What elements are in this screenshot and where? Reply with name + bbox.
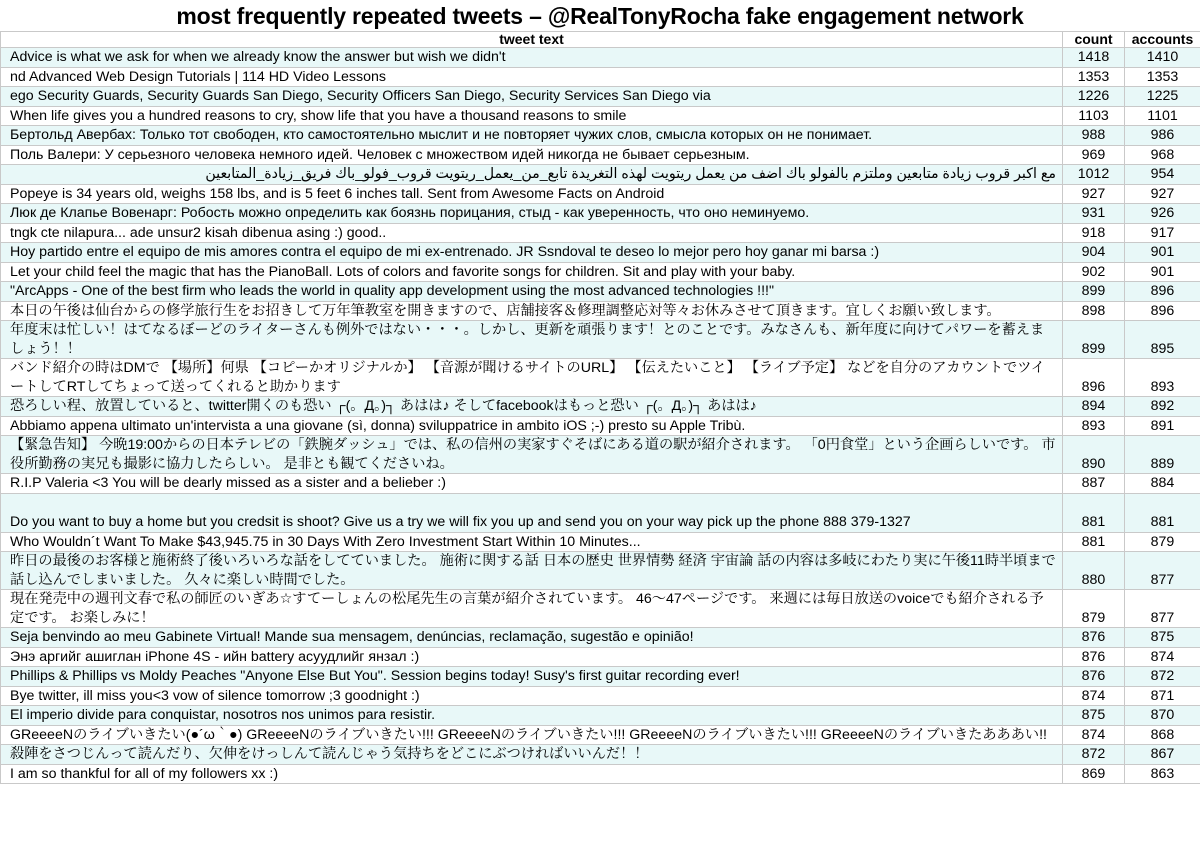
table-row	[1, 321, 1200, 359]
accounts-cell: 892	[1125, 397, 1200, 417]
tweet-text-cell: Let your child feel the magic that has the PianoBall. Lots of colors and favorite songs for children. Sit and play with your baby.	[1, 262, 1063, 282]
tweet-text-cell: Advice is what we ask for when we already know the answer but wish we didn't	[1, 48, 1063, 68]
table-row	[1, 725, 1200, 745]
count-cell: 1226	[1063, 87, 1125, 107]
column-header-count: count	[1063, 32, 1125, 48]
table-row	[1, 282, 1200, 302]
table-row	[1, 706, 1200, 726]
table-row	[1, 184, 1200, 204]
accounts-cell: 917	[1125, 223, 1200, 243]
count-cell: 931	[1063, 204, 1125, 224]
table-row	[1, 48, 1200, 68]
tweet-text-cell: Seja benvindo ao meu Gabinete Virtual! Mande sua mensagem, denúncias, reclamação, sugestão e opinião!	[1, 628, 1063, 648]
table-row	[1, 67, 1200, 87]
count-cell: 896	[1063, 359, 1125, 397]
tweet-text-cell: バンド紹介の時はDMで 【場所】何県 【コピーかオリジナルか】 【音源が聞けるサイトのURL】 【伝えたいこと】 【ライブ予定】 などを自分のアカウントでツイートしてRTしてちょって送ってくれると助かります	[1, 359, 1063, 397]
accounts-cell: 896	[1125, 301, 1200, 321]
count-cell: 1103	[1063, 106, 1125, 126]
tweet-text-cell: Hoy partido entre el equipo de mis amores contra el equipo de mi ex-entrenado. JR Ssndoval te deseo lo mejor pero hoy ganar mi barsa :)	[1, 243, 1063, 263]
tweet-text-cell: Бертольд Авербах: Только тот свободен, кто самостоятельно мыслит и не повторяет чужих слов, смысла которых он не понимает.	[1, 126, 1063, 146]
count-cell: 876	[1063, 647, 1125, 667]
tweet-text-cell: tngk cte nilapura... ade unsur2 kisah dibenua asing :) good..	[1, 223, 1063, 243]
count-cell: 894	[1063, 397, 1125, 417]
accounts-cell: 968	[1125, 145, 1200, 165]
table-row	[1, 647, 1200, 667]
tweet-text-cell: When life gives you a hundred reasons to cry, show life that you have a thousand reasons to smile	[1, 106, 1063, 126]
tweet-text-cell: 現在発売中の週刊文春で私の師匠のいぎあ☆すてーしょんの松尾先生の言葉が紹介されています。 46～47ページです。 来週には毎日放送のvoiceでも紹介される予定です。 お楽しみに！	[1, 590, 1063, 628]
table-header-row	[1, 32, 1200, 48]
accounts-cell: 1410	[1125, 48, 1200, 68]
count-cell: 1012	[1063, 165, 1125, 185]
count-cell: 872	[1063, 745, 1125, 765]
table-row	[1, 493, 1200, 532]
table-row	[1, 397, 1200, 417]
table-row	[1, 145, 1200, 165]
count-cell: 898	[1063, 301, 1125, 321]
count-cell: 902	[1063, 262, 1125, 282]
accounts-cell: 868	[1125, 725, 1200, 745]
table-row	[1, 745, 1200, 765]
column-header-tweet-text: tweet text	[1, 32, 1063, 48]
tweet-text-cell: Phillips & Phillips vs Moldy Peaches "Anyone Else But You". Session begins today! Susy's first guitar recording ever!	[1, 667, 1063, 687]
count-cell: 876	[1063, 667, 1125, 687]
accounts-cell: 954	[1125, 165, 1200, 185]
accounts-cell: 986	[1125, 126, 1200, 146]
page-title: most frequently repeated tweets – @RealTonyRocha fake engagement network	[176, 3, 1024, 29]
count-cell: 988	[1063, 126, 1125, 146]
tweet-text-cell: GReeeeNのライブいきたい(●´ω｀●) GReeeeNのライブいきたい!!! GReeeeNのライブいきたい!!! GReeeeNのライブいきたい!!! GReeeeNのライブいきたあああい!!	[1, 725, 1063, 745]
table-row	[1, 243, 1200, 263]
table-row	[1, 474, 1200, 494]
tweet-text-cell: Люк де Клапье Вовенарг: Робость можно определить как боязнь порицания, стыд - как уверенность, что оно неминуемо.	[1, 204, 1063, 224]
accounts-cell: 867	[1125, 745, 1200, 765]
accounts-cell: 927	[1125, 184, 1200, 204]
tweet-text-cell: Поль Валери: У серьезного человека немного идей. Человек с множеством идей никогда не бывает серьезным.	[1, 145, 1063, 165]
accounts-cell: 1353	[1125, 67, 1200, 87]
table-row	[1, 204, 1200, 224]
tweet-text-cell: Who Wouldn´t Want To Make $43,945.75 in 30 Days With Zero Investment Start Within 10 Minutes...	[1, 532, 1063, 552]
tweet-text-cell: I am so thankful for all of my followers xx :)	[1, 764, 1063, 784]
table-row	[1, 359, 1200, 397]
accounts-cell: 1101	[1125, 106, 1200, 126]
table-row	[1, 416, 1200, 436]
count-cell: 969	[1063, 145, 1125, 165]
accounts-cell: 874	[1125, 647, 1200, 667]
table-row	[1, 628, 1200, 648]
table-row	[1, 87, 1200, 107]
table-row	[1, 686, 1200, 706]
accounts-cell: 926	[1125, 204, 1200, 224]
table-row	[1, 590, 1200, 628]
count-cell: 874	[1063, 686, 1125, 706]
tweet-text-cell: nd Advanced Web Design Tutorials | 114 HD Video Lessons	[1, 67, 1063, 87]
table-row	[1, 126, 1200, 146]
accounts-cell: 877	[1125, 552, 1200, 590]
count-cell: 899	[1063, 321, 1125, 359]
table-row	[1, 223, 1200, 243]
table-row	[1, 301, 1200, 321]
table-row	[1, 764, 1200, 784]
tweet-text-cell: Энэ аргийг ашиглан iPhone 4S - ийн battery асуудлийг янзал :)	[1, 647, 1063, 667]
count-cell: 880	[1063, 552, 1125, 590]
accounts-cell: 891	[1125, 416, 1200, 436]
count-cell: 874	[1063, 725, 1125, 745]
tweet-text-cell: 【緊急告知】 今晩19:00からの日本テレビの「鉄腕ダッシュ」では、私の信州の実家すぐそばにある道の駅が紹介されます。 「0円食堂」という企画らしいです。 市役所勤務の実兄も撮影に協力したらしい。 是非とも観てくださいね。	[1, 436, 1063, 474]
accounts-cell: 871	[1125, 686, 1200, 706]
count-cell: 927	[1063, 184, 1125, 204]
table-row	[1, 165, 1200, 185]
accounts-cell: 893	[1125, 359, 1200, 397]
count-cell: 876	[1063, 628, 1125, 648]
count-cell: 887	[1063, 474, 1125, 494]
tweet-text-cell: El imperio divide para conquistar, nosotros nos unimos para resistir.	[1, 706, 1063, 726]
count-cell: 899	[1063, 282, 1125, 302]
accounts-cell: 875	[1125, 628, 1200, 648]
accounts-cell: 895	[1125, 321, 1200, 359]
accounts-cell: 901	[1125, 262, 1200, 282]
tweet-text-cell: ego Security Guards, Security Guards San Diego, Security Officers San Diego, Security Services San Diego via	[1, 87, 1063, 107]
accounts-cell: 1225	[1125, 87, 1200, 107]
column-header-accounts: accounts	[1125, 32, 1200, 48]
count-cell: 875	[1063, 706, 1125, 726]
accounts-cell: 896	[1125, 282, 1200, 302]
count-cell: 904	[1063, 243, 1125, 263]
table-row	[1, 667, 1200, 687]
table-row	[1, 106, 1200, 126]
accounts-cell: 879	[1125, 532, 1200, 552]
accounts-cell: 901	[1125, 243, 1200, 263]
tweet-text-cell: "ArcApps - One of the best firm who leads the world in quality app development using the most advanced technologies !!!"	[1, 282, 1063, 302]
tweet-text-cell: 殺陣をさつじんって読んだり、欠伸をけっしんて読んじゃう気持ちをどこにぶつければいいんだ！！	[1, 745, 1063, 765]
accounts-cell: 881	[1125, 493, 1200, 532]
table-row	[1, 436, 1200, 474]
count-cell: 879	[1063, 590, 1125, 628]
count-cell: 1353	[1063, 67, 1125, 87]
tweet-text-cell: 昨日の最後のお客様と施術終了後いろいろな話をしてていました。 施術に関する話 日本の歴史 世界情勢 経済 宇宙論 話の内容は多岐にわたり実に午後11時半頃まで話し込んでしまいました。 久々に楽しい時間でした。	[1, 552, 1063, 590]
accounts-cell: 884	[1125, 474, 1200, 494]
count-cell: 869	[1063, 764, 1125, 784]
count-cell: 890	[1063, 436, 1125, 474]
table-row	[1, 532, 1200, 552]
tweet-text-cell: 年度末は忙しい！はてなるぼーどのライターさんも例外ではない・・・。しかし、更新を頑張ります！とのことです。みなさんも、新年度に向けてパワーを蓄えましょう！！	[1, 321, 1063, 359]
count-cell: 893	[1063, 416, 1125, 436]
tweet-text-cell: Do you want to buy a home but you credsit is shoot? Give us a try we will fix you up and send you on your way pick up the phone 888 379-1327	[1, 493, 1063, 532]
tweet-text-cell: Abbiamo appena ultimato un'intervista a una giovane (sì, donna) sviluppatrice in ambito iOS ;-) presto su Apple Tribù.	[1, 416, 1063, 436]
table-body	[1, 48, 1200, 784]
accounts-cell: 863	[1125, 764, 1200, 784]
count-cell: 881	[1063, 493, 1125, 532]
tweet-text-cell: مع اكبر قروب زيادة متابعين وملتزم بالفولو باك اضف من يعمل ريتويت لهذه التغريدة تابع_من_يعمل_ريتويت قروب_فولو_باك فريق_زيادة_المتابعين	[1, 165, 1063, 185]
tweet-text-cell: 恐ろしい程、放置していると、twitter開くのも恐い ┌(。Д。)┐ あはは♪ そしてfacebookはもっと恐い ┌(。Д。)┐ あはは♪	[1, 397, 1063, 417]
count-cell: 881	[1063, 532, 1125, 552]
tweets-table	[0, 31, 1200, 784]
table-row	[1, 262, 1200, 282]
accounts-cell: 877	[1125, 590, 1200, 628]
tweet-text-cell: Popeye is 34 years old, weighs 158 lbs, and is 5 feet 6 inches tall. Sent from Awesome Facts on Android	[1, 184, 1063, 204]
count-cell: 918	[1063, 223, 1125, 243]
tweet-text-cell: Bye twitter, ill miss you<3 vow of silence tomorrow ;3 goodnight :)	[1, 686, 1063, 706]
accounts-cell: 872	[1125, 667, 1200, 687]
tweet-text-cell: R.I.P Valeria <3 You will be dearly missed as a sister and a belieber :)	[1, 474, 1063, 494]
accounts-cell: 889	[1125, 436, 1200, 474]
tweet-text-cell: 本日の午後は仙台からの修学旅行生をお招きして万年筆教室を開きますので、店舗接客＆修理調整応対等々お休みさせて頂きます。宜しくお願い致します。	[1, 301, 1063, 321]
accounts-cell: 870	[1125, 706, 1200, 726]
count-cell: 1418	[1063, 48, 1125, 68]
table-row	[1, 552, 1200, 590]
